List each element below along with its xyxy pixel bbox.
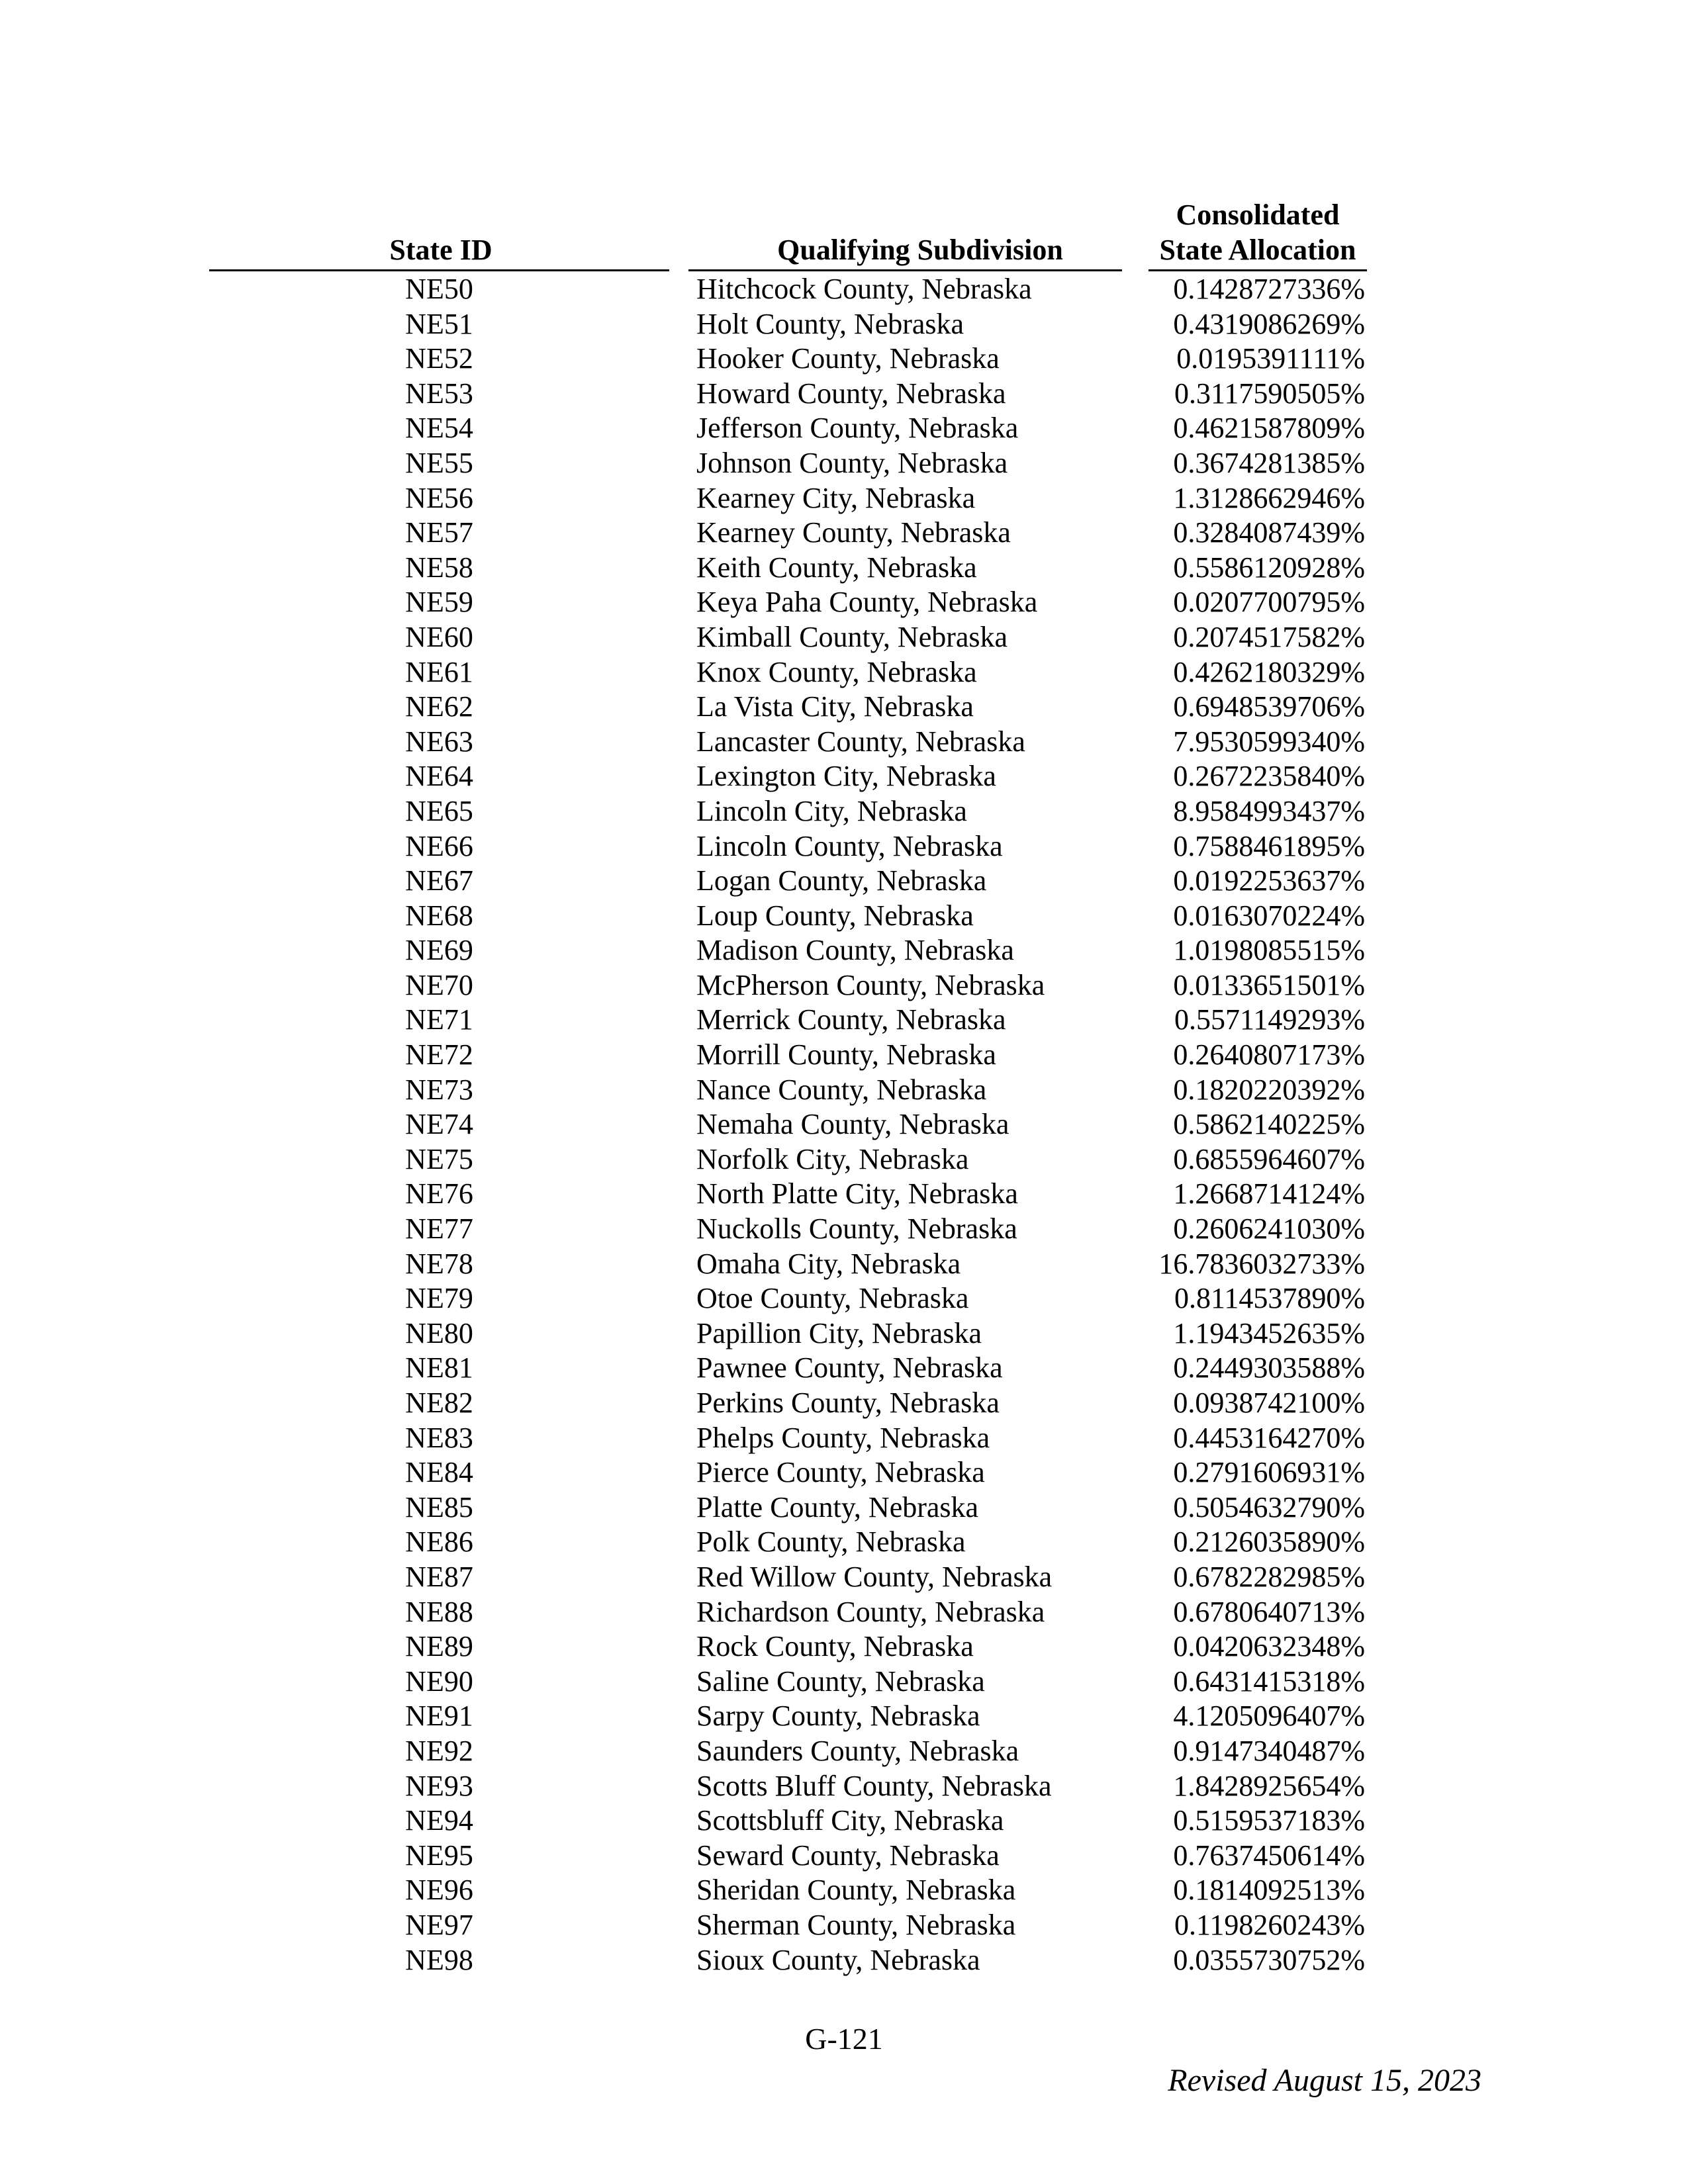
- state-id-cell: NE55: [405, 446, 473, 479]
- state-id-cell: NE72: [405, 1038, 473, 1071]
- allocation-cell: 0.2074517582%: [1173, 620, 1365, 653]
- state-id-cell: NE86: [405, 1525, 473, 1559]
- state-id-cell: NE63: [405, 725, 473, 758]
- allocation-cell: 0.0133651501%: [1173, 968, 1365, 1001]
- allocation-cell: 0.9147340487%: [1173, 1734, 1365, 1767]
- state-id-cell: NE68: [405, 899, 473, 932]
- subdivision-cell: Nance County, Nebraska: [696, 1073, 987, 1106]
- allocation-cell: 0.2640807173%: [1173, 1038, 1365, 1071]
- state-id-cell: NE78: [405, 1247, 473, 1280]
- subdivision-cell: Keith County, Nebraska: [696, 551, 977, 584]
- subdivision-cell: Holt County, Nebraska: [696, 307, 964, 340]
- header-state-id: State ID: [389, 234, 492, 266]
- subdivision-cell: Kearney County, Nebraska: [696, 516, 1011, 549]
- subdivision-cell: Richardson County, Nebraska: [696, 1595, 1045, 1628]
- allocation-cell: 0.1820220392%: [1173, 1073, 1365, 1106]
- subdivision-cell: Phelps County, Nebraska: [696, 1421, 990, 1454]
- allocation-cell: 0.1428727336%: [1173, 273, 1365, 305]
- table-row: [0, 1595, 1688, 1630]
- allocation-cell: 1.2668714124%: [1173, 1177, 1365, 1210]
- table-row: [0, 1664, 1688, 1700]
- table-row: [0, 725, 1688, 760]
- header-allocation-line2: State Allocation: [1159, 234, 1356, 266]
- state-id-cell: NE83: [405, 1421, 473, 1454]
- state-id-cell: NE67: [405, 864, 473, 897]
- subdivision-cell: Nuckolls County, Nebraska: [696, 1212, 1017, 1246]
- subdivision-cell: McPherson County, Nebraska: [696, 968, 1045, 1001]
- state-id-cell: NE62: [405, 690, 473, 723]
- allocation-cell: 1.1943452635%: [1173, 1316, 1365, 1349]
- table-row: [0, 551, 1688, 586]
- allocation-cell: 0.7588461895%: [1173, 829, 1365, 862]
- subdivision-cell: Kimball County, Nebraska: [696, 620, 1008, 653]
- state-id-cell: NE80: [405, 1316, 473, 1349]
- table-row: [0, 1699, 1688, 1734]
- subdivision-cell: Howard County, Nebraska: [696, 377, 1006, 410]
- table-row: [0, 1734, 1688, 1769]
- state-id-cell: NE57: [405, 516, 473, 549]
- state-id-cell: NE60: [405, 620, 473, 653]
- subdivision-cell: Papillion City, Nebraska: [696, 1316, 982, 1349]
- subdivision-cell: Knox County, Nebraska: [696, 655, 977, 688]
- subdivision-cell: Nemaha County, Nebraska: [696, 1108, 1009, 1141]
- table-row: [0, 1873, 1688, 1908]
- header-allocation-line1: Consolidated: [1176, 199, 1340, 231]
- subdivision-cell: La Vista City, Nebraska: [696, 690, 974, 723]
- table-row: [0, 307, 1688, 342]
- subdivision-cell: North Platte City, Nebraska: [696, 1177, 1018, 1210]
- state-id-cell: NE90: [405, 1664, 473, 1698]
- revision-date: Revised August 15, 2023: [1168, 2063, 1481, 2098]
- subdivision-cell: Kearney City, Nebraska: [696, 481, 976, 514]
- state-id-cell: NE59: [405, 586, 473, 619]
- table-row: [0, 1943, 1688, 1978]
- table-row: [0, 341, 1688, 377]
- subdivision-cell: Saunders County, Nebraska: [696, 1734, 1019, 1767]
- allocation-cell: 0.2672235840%: [1173, 760, 1365, 793]
- subdivision-cell: Johnson County, Nebraska: [696, 446, 1008, 479]
- allocation-cell: 0.0938742100%: [1173, 1387, 1365, 1419]
- table-row: [0, 1003, 1688, 1038]
- state-id-cell: NE92: [405, 1734, 473, 1767]
- subdivision-cell: Lexington City, Nebraska: [696, 760, 996, 793]
- state-id-cell: NE54: [405, 412, 473, 445]
- subdivision-cell: Lancaster County, Nebraska: [696, 725, 1025, 758]
- subdivision-cell: Sioux County, Nebraska: [696, 1943, 980, 1976]
- table-row: [0, 1107, 1688, 1142]
- allocation-cell: 1.0198085515%: [1173, 934, 1365, 967]
- state-id-cell: NE91: [405, 1700, 473, 1733]
- allocation-cell: 0.2606241030%: [1173, 1212, 1365, 1246]
- table-row: [0, 1490, 1688, 1525]
- state-id-cell: NE96: [405, 1874, 473, 1907]
- table-row: [0, 411, 1688, 446]
- allocation-cell: 0.3284087439%: [1173, 516, 1365, 549]
- table-row: [0, 1908, 1688, 1943]
- state-id-cell: NE65: [405, 794, 473, 827]
- subdivision-cell: Hooker County, Nebraska: [696, 342, 1000, 375]
- table-row: [0, 481, 1688, 516]
- header-qualifying-subdivision: Qualifying Subdivision: [777, 234, 1063, 266]
- subdivision-cell: Sherman County, Nebraska: [696, 1908, 1016, 1941]
- subdivision-cell: Lincoln County, Nebraska: [696, 829, 1003, 862]
- allocation-cell: 7.9530599340%: [1173, 725, 1365, 758]
- subdivision-cell: Lincoln City, Nebraska: [696, 794, 967, 827]
- allocation-cell: 0.4262180329%: [1173, 655, 1365, 688]
- allocation-cell: 0.0163070224%: [1173, 899, 1365, 932]
- table-row: [0, 1247, 1688, 1282]
- allocation-cell: 0.2791606931%: [1173, 1456, 1365, 1489]
- allocation-cell: 0.5054632790%: [1173, 1490, 1365, 1524]
- table-row: [0, 620, 1688, 655]
- state-id-cell: NE64: [405, 760, 473, 793]
- allocation-cell: 1.3128662946%: [1173, 481, 1365, 514]
- allocation-cell: 0.5159537183%: [1173, 1804, 1365, 1837]
- table-row: [0, 1560, 1688, 1595]
- allocation-cell: 0.0207700795%: [1173, 586, 1365, 619]
- table-row: [0, 1421, 1688, 1456]
- subdivision-cell: Sarpy County, Nebraska: [696, 1700, 980, 1733]
- state-id-cell: NE97: [405, 1908, 473, 1941]
- allocation-cell: 0.0355730752%: [1173, 1943, 1365, 1976]
- allocation-cell: 0.0195391111%: [1176, 342, 1365, 375]
- state-id-cell: NE73: [405, 1073, 473, 1106]
- state-id-cell: NE58: [405, 551, 473, 584]
- state-id-cell: NE95: [405, 1839, 473, 1872]
- state-id-cell: NE50: [405, 273, 473, 305]
- allocation-cell: 0.6782282985%: [1173, 1560, 1365, 1593]
- subdivision-cell: Loup County, Nebraska: [696, 899, 974, 932]
- table-row: [0, 1073, 1688, 1108]
- allocation-cell: 0.5586120928%: [1173, 551, 1365, 584]
- subdivision-cell: Omaha City, Nebraska: [696, 1247, 961, 1280]
- state-id-cell: NE77: [405, 1212, 473, 1246]
- table-row: [0, 829, 1688, 864]
- state-id-cell: NE87: [405, 1560, 473, 1593]
- table-row: [0, 1455, 1688, 1490]
- subdivision-cell: Seward County, Nebraska: [696, 1839, 1000, 1872]
- table-row: [0, 968, 1688, 1003]
- subdivision-cell: Logan County, Nebraska: [696, 864, 987, 897]
- state-id-cell: NE71: [405, 1003, 473, 1036]
- allocation-cell: 0.3117590505%: [1174, 377, 1365, 410]
- allocation-cell: 1.8428925654%: [1173, 1769, 1365, 1802]
- state-id-cell: NE84: [405, 1456, 473, 1489]
- state-id-cell: NE85: [405, 1490, 473, 1524]
- allocation-cell: 0.4453164270%: [1173, 1421, 1365, 1454]
- state-id-cell: NE61: [405, 655, 473, 688]
- state-id-cell: NE88: [405, 1595, 473, 1628]
- allocation-cell: 0.7637450614%: [1173, 1839, 1365, 1872]
- state-id-cell: NE70: [405, 968, 473, 1001]
- subdivision-cell: Madison County, Nebraska: [696, 934, 1014, 967]
- subdivision-cell: Jefferson County, Nebraska: [696, 412, 1019, 445]
- table-row: [0, 446, 1688, 481]
- subdivision-cell: Pierce County, Nebraska: [696, 1456, 985, 1489]
- allocation-cell: 0.6780640713%: [1173, 1595, 1365, 1628]
- subdivision-cell: Otoe County, Nebraska: [696, 1282, 969, 1315]
- table-row: [0, 1038, 1688, 1073]
- allocation-cell: 8.9584993437%: [1173, 794, 1365, 827]
- allocation-cell: 0.1198260243%: [1174, 1908, 1365, 1941]
- subdivision-cell: Perkins County, Nebraska: [696, 1387, 1000, 1419]
- state-id-cell: NE81: [405, 1351, 473, 1385]
- table-row: [0, 585, 1688, 620]
- allocation-cell: 0.8114537890%: [1174, 1282, 1365, 1315]
- allocation-cell: 0.5862140225%: [1173, 1108, 1365, 1141]
- state-id-cell: NE56: [405, 481, 473, 514]
- subdivision-cell: Keya Paha County, Nebraska: [696, 586, 1038, 619]
- allocation-cell: 0.1814092513%: [1173, 1874, 1365, 1907]
- state-id-cell: NE52: [405, 342, 473, 375]
- table-row: [0, 1142, 1688, 1177]
- state-id-cell: NE79: [405, 1282, 473, 1315]
- subdivision-cell: Polk County, Nebraska: [696, 1525, 966, 1559]
- header-rule-allocation: [1149, 269, 1367, 271]
- header-rule-state-id: [209, 269, 669, 271]
- state-id-cell: NE66: [405, 829, 473, 862]
- allocation-cell: 16.7836032733%: [1158, 1247, 1365, 1280]
- state-id-cell: NE69: [405, 934, 473, 967]
- allocation-cell: 0.0192253637%: [1173, 864, 1365, 897]
- table-row: [0, 377, 1688, 412]
- table-row: [0, 655, 1688, 690]
- allocation-cell: 0.2449303588%: [1173, 1351, 1365, 1385]
- table-row: [0, 933, 1688, 968]
- table-row: [0, 1351, 1688, 1386]
- table-row: [0, 1769, 1688, 1804]
- table-row: [0, 864, 1688, 899]
- table-row: [0, 690, 1688, 725]
- header-rule-subdivision: [688, 269, 1122, 271]
- table-row: [0, 1803, 1688, 1839]
- subdivision-cell: Merrick County, Nebraska: [696, 1003, 1006, 1036]
- allocation-cell: 0.6431415318%: [1173, 1664, 1365, 1698]
- allocation-cell: 0.4621587809%: [1173, 412, 1365, 445]
- table-row: [0, 1525, 1688, 1560]
- state-id-cell: NE53: [405, 377, 473, 410]
- table-row: [0, 1386, 1688, 1421]
- state-id-cell: NE98: [405, 1943, 473, 1976]
- subdivision-cell: Sheridan County, Nebraska: [696, 1874, 1016, 1907]
- allocation-cell: 0.6948539706%: [1173, 690, 1365, 723]
- table-row: [0, 1212, 1688, 1247]
- allocation-cell: 4.1205096407%: [1173, 1700, 1365, 1733]
- state-id-cell: NE82: [405, 1387, 473, 1419]
- state-id-cell: NE89: [405, 1630, 473, 1663]
- table-row: [0, 1177, 1688, 1212]
- subdivision-cell: Norfolk City, Nebraska: [696, 1142, 969, 1175]
- subdivision-cell: Morrill County, Nebraska: [696, 1038, 996, 1071]
- table-row: [0, 516, 1688, 551]
- table-row: [0, 899, 1688, 934]
- table-row: [0, 1316, 1688, 1351]
- allocation-cell: 0.4319086269%: [1173, 307, 1365, 340]
- subdivision-cell: Red Willow County, Nebraska: [696, 1560, 1053, 1593]
- table-row: [0, 1281, 1688, 1316]
- subdivision-cell: Pawnee County, Nebraska: [696, 1351, 1003, 1385]
- subdivision-cell: Saline County, Nebraska: [696, 1664, 985, 1698]
- state-id-cell: NE94: [405, 1804, 473, 1837]
- state-id-cell: NE76: [405, 1177, 473, 1210]
- subdivision-cell: Hitchcock County, Nebraska: [696, 273, 1032, 305]
- subdivision-cell: Platte County, Nebraska: [696, 1490, 979, 1524]
- state-id-cell: NE75: [405, 1142, 473, 1175]
- table-row: [0, 759, 1688, 794]
- state-id-cell: NE74: [405, 1108, 473, 1141]
- allocation-cell: 0.5571149293%: [1174, 1003, 1365, 1036]
- allocation-cell: 0.0420632348%: [1173, 1630, 1365, 1663]
- subdivision-cell: Scotts Bluff County, Nebraska: [696, 1769, 1052, 1802]
- state-id-cell: NE51: [405, 307, 473, 340]
- table-row: [0, 272, 1688, 307]
- table-row: [0, 1629, 1688, 1664]
- allocation-table-body: [0, 272, 1688, 1978]
- subdivision-cell: Scottsbluff City, Nebraska: [696, 1804, 1004, 1837]
- allocation-cell: 0.6855964607%: [1173, 1142, 1365, 1175]
- subdivision-cell: Rock County, Nebraska: [696, 1630, 974, 1663]
- state-id-cell: NE93: [405, 1769, 473, 1802]
- table-row: [0, 1839, 1688, 1874]
- page-number: G-121: [805, 2022, 883, 2056]
- allocation-cell: 0.2126035890%: [1173, 1525, 1365, 1559]
- allocation-cell: 0.3674281385%: [1173, 446, 1365, 479]
- table-row: [0, 794, 1688, 829]
